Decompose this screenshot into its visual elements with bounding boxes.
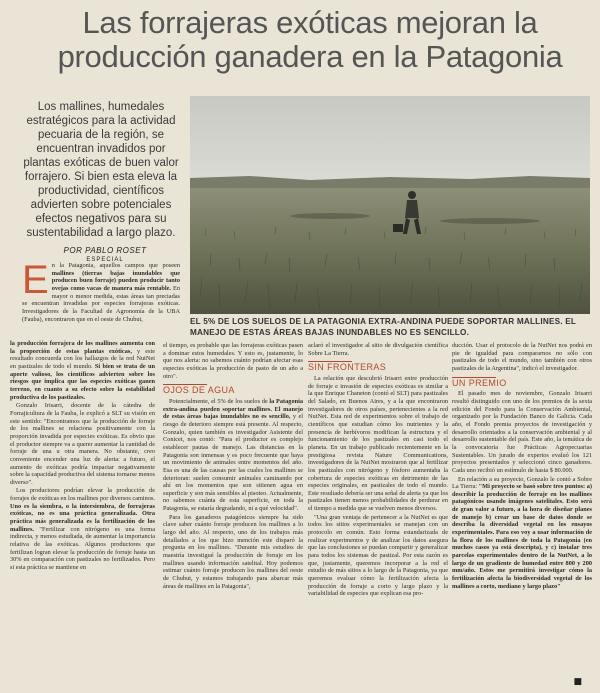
paragraph: El pasado mes de noviembre, Gonzalo Irisarri resultó distinguido con uno de los premios de la sexta edición del Fondo para la Conservación Ambiental, organizado por la Fundación Banco de Galicia. Cada año, el Fondo premia proyectos de investigación y desarrollo orientados a la conservación ambiental y al desarrollo sustentable del país. Este año, la temática de la convocatoria fue Prácticas Agropecuarias Sustentables. Un jurado de expertos evaluó los 121 proyectos presentados y seleccionó cinco ganadores. Cada uno recibió un estímulo de hasta $ 80.000. bbox=[452, 390, 592, 474]
paragraph: Para los ganaderos patagónicos siempre ha sido clave saber cuánto forraje producen los mallines a lo largo del año. Al respecto, uno de los trabajos más detallados a los que hizo mención este disparó la pregunta en los mallines. "Durante mis estudios de maestría investigué la producción de forraje en los mallines usando información satelital. Hoy podemos estimar cuánto forraje producen los mallines del oeste de Chubut, y estamos trabajando para abarcar más áreas de mallines en la Patagonia", bbox=[163, 513, 303, 590]
photo-caption: EL 5% DE LOS SUELOS DE LA PATAGONIA EXTRA-ANDINA PUEDE SOPORTAR MALLINES. EL MANEJO DE ESTAS ÁREAS BAJAS INUNDABLES NO ES SENCILLO. bbox=[190, 317, 576, 337]
paragraph: ducción. Usar el protocolo de la NutNet nos podrá en pie de igualdad para compararnos no sólo con pastizales de todo el mundo, sino también con otros pastizales de la Argentina", indicó el investigador. bbox=[452, 342, 592, 372]
paragraph: Potencialmente, el 5% de los suelos de la Patagonia extra-andina pueden soportar mallines. El manejo de estas áreas bajas inundables no es sencillo, y el riesgo de deterioro siempre está presente. Al respecto, Gonzalo, quien también es investigador Asistente del Conicet, nos contó: "Para el productor es complejo establecer pautas de manejo. Las distancias en la Patagonia son inmensas y es poco frecuente que haya un movimiento de animales entre momentos del año. Esa es una de las causas por las cuales los mallines se deterioran: suelen consumir animales caminando por ahí en los momentos que son sitienen agua en superficie y son más sensibles al pisoteo. Actualmente, no sabemos cuánta de esta superficie, en toda la Patagonia, se estaría degradando, ni a qué velocidad". bbox=[163, 397, 303, 513]
paragraph: aclaró el investigador al sitio de divulgación científica Sobre La Tierra. bbox=[308, 342, 448, 357]
paragraph: En relación a su proyecto, Gonzalo le contó a Sobre La Tierra: "Mi proyecto se basó sobre tres puntos: a) describir la producción de forraje en los mallines patagónicos usando imágenes satelitales. Esto será de gran valor a futuro, a la hora de diseñar planes de manejo b) crear un base de datos donde se describa la diversidad vegetal en los ensayos experimentales. Para eso voy a usar información de la flora de los mallines de toda la Patagonia (en muchos casos ya está descripta), y c) instalar tres parcelas experimentales dentro de la NutNet, a lo largo de un gradiente de humedad entre 800 y 200 mm/año. Estos me permitirá investigar cómo la fertilización afecta la biodiversidad vegetal de los mallines a corto, mediano y largo plazo" bbox=[452, 475, 592, 590]
body-column-1 bbox=[22, 262, 180, 342]
byline bbox=[40, 246, 170, 263]
paragraph: "Una gran ventaja de pertenecer a la NutNet es que todos los sitios experimentales se manejan con un protocolo en común. Esto forma estandarizada de realizar experimentos y de analizar los datos asegura que las conclusiones se puedan compartir y generalizar para todos los sistemas de pastizal. Por esta razón es que, justamente, queremos incorporar a la red el estudio de más sitios a lo largo de la Patagonia, ya que queremos evaluar cómo la fertilización afecta la producción de forraje a corto y largo plazo y la variabilidad de especies que explican esa pro- bbox=[308, 513, 448, 598]
byline-role: ESPECIAL bbox=[86, 257, 124, 263]
headline: Las forrajeras exóticas mejoran la producción ganadera en la Patagonia bbox=[57, 5, 563, 74]
subheading-un-premio: UN PREMIO bbox=[452, 377, 507, 388]
body-column-4 bbox=[452, 342, 592, 685]
body-column-3 bbox=[308, 342, 448, 685]
dropcap: E bbox=[22, 262, 49, 302]
body-column-2 bbox=[163, 342, 303, 685]
body-column-1-lower bbox=[10, 340, 155, 685]
subheading-ojos-de-agua: OJOS DE AGUA bbox=[163, 385, 235, 396]
photo-mallin bbox=[190, 96, 590, 314]
paragraph: el tiempo, es probable que las forrajeras exóticas pasen a dominar estos humedales. Y esto es, justamente, lo que nos alerta: no sabemos cuánto podrían afectar esas especies exóticas la producción de pasto de un año a otro". bbox=[163, 342, 303, 380]
paragraph: la producción forrajera de los mallines aumenta con la proporción de estas plantas exóticas, y este resultado concuerda con los hallazgos de la red NutNet en pastizales de todo el mundo. Si bien se trata de un aporte valioso, los científicos advierten sobre los riesgos que implica que las especies exóticas ganen terreno, en cuanto a su efecto sobre la estabilidad productiva de los pastizales. bbox=[10, 340, 155, 401]
end-mark: ■ bbox=[573, 677, 582, 687]
paragraph: La relación que descubrió Irisarri entre producción de forraje e invasión de especies exóticas es similar a la que Enrique Chaneton (contó el SLT) para pastizales del Salado, en Buenos Aires, y a la que encontraron investigadores de otros países, pertenecientes a la red NutNet. Esta red de experimentos sobre el trabajo de científicos que estudian cómo los nutrientes y la presencia de herbívoros modifican la estructura y el funcionamiento de los pastizales en casi todo el planeta. En un trabajo publicado recientemente en la prestigiosa revista Nature Communications, investigadores de la NutNet mostraron que al fertilizar los pastizales con nitrógeno y fósforo aumentaba la cobertura de especies exóticas en detrimento de las especies originales, en pastizales de todo el mundo. Este resultado debería ser una señal de alerta ya que los pastizales tienen menos probabilidades de perdurar en el tiempo a medida que se vuelven menos diversos. bbox=[308, 374, 448, 513]
paragraph: En la Patagonia, aquellos campos que poseen mallines (tierras bajas inundables que producen buen forraje) pueden producir tanto ovejas como vacas de manera más rentable. En mayor o menor medida, estas áreas tan preciadas se encuentran invadidas por especies forrajeras exóticas. Investigadores de la Facultad de Agronomía de la UBA (Fauba), encontraron que en el oeste de Chubut, bbox=[22, 262, 180, 323]
deck-summary: Los mallines, humedales estratégicos para la actividad pecuaria de la región, se encuentran invadidos por plantas exóticas de buen valor forrajero. Si bien esta eleva la productividad, científicos advierten sobre potenciales efectos negativos para su sustentabilidad a largo plazo. bbox=[23, 101, 179, 239]
paragraph: Los productores podrían elevar la producción de forrajes de exóticas en los mallines por diversos caminos. Uno es la siembra, o la intersiembra, de forrajeras exóticas, no es una práctica generalizada. Otra práctica más generalizada es la fertilización de los mallines. "Fertilizar con nitrógeno es una forma indirecta, y menos estudiada, de aumentar la importancia relativa de las exóticas. Algunos productores que fertilizan logran elevar la producción de forraje hasta un 30% en comparación con pastizales no fertilizados. Pero si esta práctica se mantiene en bbox=[10, 487, 155, 572]
paragraph: Gonzalo Irisarri, docente de la cátedra de Forrajicultura de la Fauba, le explicó a SLT su visión en este sentido: "Encontramos que la producción de forraje de los mallines se relaciona positivamente con la proporción invadida por especies exóticas. Es obvio que el productor siempre va a querer aumentar la cantidad de forraje de una u otra manera. No obstante, creo conveniente encender una luz de alerta: a futuro, el aumento de exóticas podría impactar negativamente sobre la capacidad productiva del sistema tornarse menos diverso". bbox=[10, 402, 155, 486]
subheading-sin-fronteras: SIN FRONTERAS bbox=[308, 362, 387, 373]
byline-author: POR PABLO ROSET bbox=[63, 246, 147, 255]
